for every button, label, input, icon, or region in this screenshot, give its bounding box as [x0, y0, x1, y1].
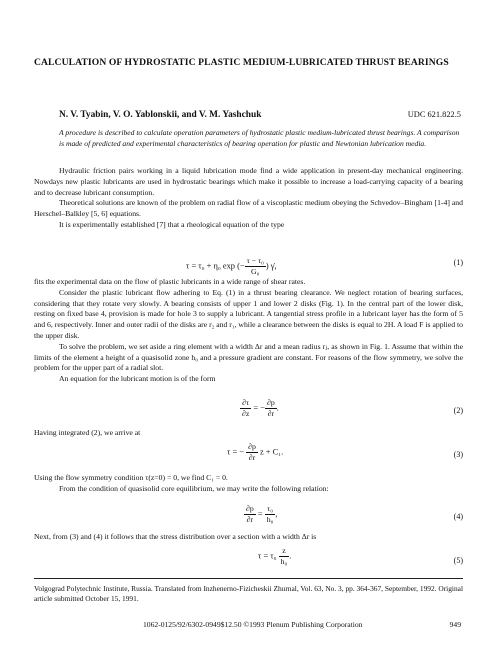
fraction-denominator: ∂z	[242, 409, 250, 418]
body-block-1	[34, 166, 463, 231]
body-block-4	[34, 473, 463, 495]
fraction-denominator: h₀	[266, 515, 274, 524]
body-block-2	[34, 277, 463, 385]
paragraph: To solve the problem, we set aside a ring element with a width Δr and a mean radius rⱼ, as shown in Fig. 1. Assume that within the limits of the element a height of a quasisolid zone h₀ and a pressure gradient are constant. For reasons of the flow symmetry, we solve the problem for the upper part of a radial slot.	[34, 341, 463, 373]
paper-title: CALCULATION OF HYDROSTATIC PLASTIC MEDIUM-LUBRICATED THRUST BEARINGS	[34, 57, 449, 68]
equation-tail: .	[289, 551, 292, 561]
footnote-divider	[34, 578, 463, 579]
paragraph: It is experimentally established [7] that a rheological equation of the type	[59, 219, 285, 229]
equals-sign: =	[253, 403, 259, 413]
fraction-denominator: ∂r	[267, 409, 275, 418]
paragraph: An equation for the lubricant motion is of the form	[59, 374, 216, 384]
equation-tail: z + C₁.	[259, 447, 284, 457]
paragraph: fits the experimental data on the flow of plastic lubricants in a wide range of shear rates.	[34, 277, 306, 286]
equation-2: $\frac{\partial\tau}{\partial z}$ = − $\frac{\partial p}{\partial r}$ . (2)	[242, 398, 463, 418]
publisher-code: 1062-0125/92/6302-0949$12.50 ©1993 Plenum Publishing Corporation	[143, 620, 363, 629]
paragraph: Consider the plastic lubricant flow adhering to Eq. (1) in a thrust bearing clearance. We neglect rotation of bearing surfaces, considering that they rotate very slowly. A bearing consists of upper 1 and lower 2 disks (Fig. 1). In the central part of the lower disk, resting on fixed base 4, provision is made for hole 3 to supply a lubricant. A tangential stress profile in a lubricant layer has the form of 5 and 6, respectively. Inner and outer radii of the disks are r₂ and r₁, while a clearance between the disks is equal to 2H. A load F is applied to the upper disk.	[34, 287, 463, 340]
equation-3	[34, 440, 463, 464]
equation-tail: γ̇,	[270, 261, 277, 271]
paragraph: Using the flow symmetry condition τ(z=0) = 0, we find C₁ = 0.	[34, 473, 228, 482]
paragraph: Having integrated (2), we arrive at	[34, 428, 141, 437]
fraction-numerator: ∂p	[266, 398, 275, 407]
fraction-numerator: ∂p	[246, 504, 254, 513]
footnote: Volgograd Polytechnic Institute, Russia. Translated from Inzhenerno-Fizicheskii Zhurnal, Vol. 63, No. 3, pp. 364-367, September, 1992. Original article submitted October 15, 1991.	[34, 584, 463, 604]
abstract: A procedure is described to calculate operation parameters of hydrostatic plastic medium-lubricated thrust bearings. A comparison is made of predicted and experimental characteristics of bearing operation for plastic and Newtonian lubrication media.	[59, 128, 460, 148]
equation-fraction	[245, 256, 266, 277]
paragraph: Next, from (3) and (4) it follows that the stress distribution over a section with a width Δr is	[34, 532, 317, 541]
equation-5	[34, 546, 463, 570]
equation-1: τ = τ₀ + η₀ exp (− $\frac{\text{τ − τ₀}}{\text{G₀}}$ ) γ̇, (1)	[186, 256, 463, 276]
fraction-denominator: h₀	[280, 557, 288, 566]
author-list: N. V. Tyabin, V. O. Yablonskii, and V. M. Yashchuk	[59, 110, 262, 120]
equals-sign: =	[257, 509, 263, 519]
paragraph: From the condition of quasisolid core equilibrium, we may write the following relation:	[59, 483, 329, 493]
body-block-5	[34, 532, 463, 543]
paragraph: Hydraulic friction pairs working in a liquid lubrication mode find a wide application in present-day mechanical engineering. Nowdays new plastic lubricants are used in hydrostatic bearings which make it possible to increase a load-carrying capacity of a bearing and to decrease lubricant consumption.	[34, 166, 463, 197]
equation-lhs: τ = τ₀ + η₀ exp	[186, 261, 235, 271]
udc-code: UDC 621.822.5	[407, 110, 461, 119]
equation-number: (1)	[453, 258, 463, 267]
fraction-numerator: ∂τ	[240, 398, 251, 409]
fraction-numerator: τ − τ₀	[246, 256, 264, 265]
body-block-3	[34, 428, 463, 439]
equation-4	[34, 502, 463, 526]
equation-lhs: τ = τ₀	[258, 551, 277, 561]
equation-number: (5)	[453, 556, 463, 565]
fraction-denominator: G₀	[251, 267, 260, 276]
fraction-numerator: τ₀	[265, 504, 276, 515]
equation-number: (3)	[453, 450, 463, 459]
fraction-numerator: z	[279, 546, 290, 557]
equation-number: (4)	[453, 512, 463, 521]
equation-tail: ,	[275, 509, 278, 519]
equation-tail: .	[276, 403, 279, 413]
equation-number: (2)	[453, 406, 463, 415]
fraction-denominator: ∂r	[246, 515, 254, 524]
fraction-numerator: ∂p	[248, 442, 256, 451]
fraction-denominator: ∂r	[248, 453, 256, 462]
paragraph: Theoretical solutions are known of the problem on radial flow of a viscoplastic medium obeying the Schvedov–Bingham [1-4] and Herschel–Balkley [5, 6] equations.	[34, 198, 463, 219]
equation-lhs: τ = −	[227, 447, 244, 457]
page-number: 949	[449, 620, 461, 629]
